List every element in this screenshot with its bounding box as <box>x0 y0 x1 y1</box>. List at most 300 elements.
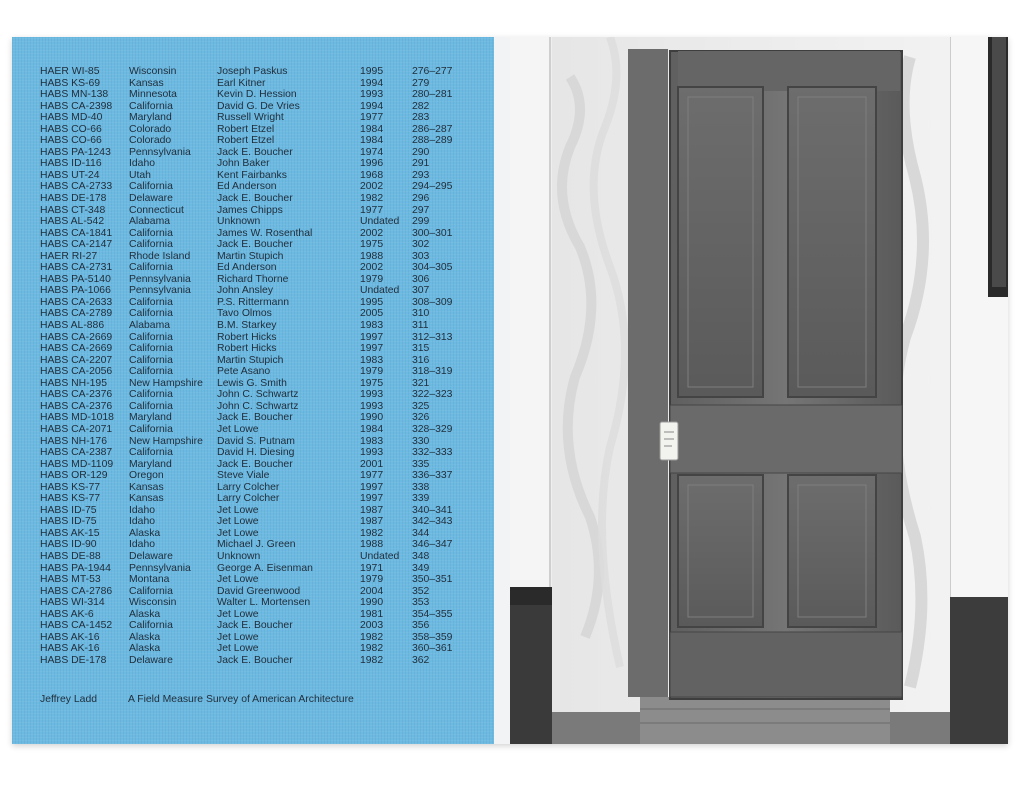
pages: 316 <box>412 354 430 366</box>
survey-id: HABS AK-16 <box>40 631 100 643</box>
survey-id: HABS CA-2733 <box>40 181 113 193</box>
photographer: David H. Diesing <box>217 447 295 459</box>
survey-row <box>40 401 472 413</box>
survey-row <box>40 563 472 575</box>
survey-row <box>40 389 472 401</box>
photographer: P.S. Rittermann <box>217 296 289 308</box>
state: Delaware <box>129 654 173 666</box>
step-board <box>640 697 890 744</box>
photographer: Walter L. Mortensen <box>217 597 311 609</box>
state: Alaska <box>129 608 161 620</box>
year: Undated <box>360 285 400 297</box>
year: 1997 <box>360 493 384 505</box>
year: Undated <box>360 550 400 562</box>
photographer: Jet Lowe <box>217 504 259 516</box>
photographer: Joseph Paskus <box>217 66 288 77</box>
year: 1997 <box>360 343 384 355</box>
pages: 307 <box>412 285 430 297</box>
photographer: Unknown <box>217 550 261 562</box>
year: 1975 <box>360 377 384 389</box>
state: California <box>129 308 173 320</box>
survey-id: HABS CA-2207 <box>40 354 113 366</box>
state: Kansas <box>129 493 164 505</box>
survey-id: HABS CA-2669 <box>40 343 113 355</box>
survey-id: HABS CO-66 <box>40 123 102 135</box>
survey-row <box>40 378 472 390</box>
survey-id: HABS CA-2669 <box>40 331 113 343</box>
state: California <box>129 227 173 239</box>
state: Alaska <box>129 631 161 643</box>
state: California <box>129 620 173 632</box>
pages: 354–355 <box>412 608 453 620</box>
door-panel-bottom-right <box>788 475 876 627</box>
survey-row <box>40 124 472 136</box>
state: California <box>129 100 173 112</box>
year: 1977 <box>360 204 384 216</box>
state: California <box>129 366 173 378</box>
survey-id: HABS CA-2071 <box>40 423 113 435</box>
photographer: Jack E. Boucher <box>217 193 293 205</box>
pages: 312–313 <box>412 331 453 343</box>
survey-row <box>40 493 472 505</box>
state: Connecticut <box>129 204 184 216</box>
survey-list <box>40 66 472 666</box>
year: 1971 <box>360 562 384 574</box>
pages: 276–277 <box>412 66 453 77</box>
year: 1990 <box>360 412 384 424</box>
state: Pennsylvania <box>129 285 191 297</box>
state: Wisconsin <box>129 597 177 609</box>
survey-row <box>40 332 472 344</box>
state: Idaho <box>129 504 156 516</box>
year: 1983 <box>360 354 384 366</box>
pages: 362 <box>412 654 430 666</box>
year: 1994 <box>360 100 384 112</box>
survey-row <box>40 551 472 563</box>
photographer: Jet Lowe <box>217 643 259 655</box>
pages: 350–351 <box>412 574 453 586</box>
state: Minnesota <box>129 89 177 101</box>
photographer: Jack E. Boucher <box>217 620 293 632</box>
year: 1997 <box>360 331 384 343</box>
photographer: David G. De Vries <box>217 100 300 112</box>
photographer: Tavo Olmos <box>217 308 272 320</box>
survey-row <box>40 285 472 297</box>
state: Utah <box>129 169 151 181</box>
year: 1995 <box>360 296 384 308</box>
state: Idaho <box>129 516 156 528</box>
survey-id: HABS AK-15 <box>40 527 100 539</box>
survey-id: HABS ID-75 <box>40 504 97 516</box>
pages: 294–295 <box>412 181 453 193</box>
survey-id: HABS AL-542 <box>40 216 105 228</box>
survey-row <box>40 412 472 424</box>
year: 1983 <box>360 320 384 332</box>
year: 1996 <box>360 158 384 170</box>
survey-row <box>40 528 472 540</box>
year: 1984 <box>360 135 384 147</box>
pages: 332–333 <box>412 447 453 459</box>
year: 1995 <box>360 66 384 77</box>
photographer: Martin Stupich <box>217 250 284 262</box>
state: California <box>129 239 173 251</box>
year: 2002 <box>360 262 384 274</box>
year: 1993 <box>360 89 384 101</box>
pages: 326 <box>412 412 430 424</box>
pages: 280–281 <box>412 89 453 101</box>
survey-id: HABS CT-348 <box>40 204 106 216</box>
survey-row <box>40 78 472 90</box>
state: Maryland <box>129 458 172 470</box>
survey-id: HABS CA-2147 <box>40 239 113 251</box>
pages: 338 <box>412 481 430 493</box>
survey-row <box>40 239 472 251</box>
year: 2001 <box>360 458 384 470</box>
pages: 283 <box>412 112 430 124</box>
pages: 310 <box>412 308 430 320</box>
year: 1977 <box>360 112 384 124</box>
year: 1990 <box>360 597 384 609</box>
survey-row <box>40 147 472 159</box>
pages: 340–341 <box>412 504 453 516</box>
photographer: Kevin D. Hession <box>217 89 297 101</box>
photographer: Unknown <box>217 216 261 228</box>
survey-id: HABS WI-314 <box>40 597 105 609</box>
survey-row <box>40 135 472 147</box>
state: California <box>129 389 173 401</box>
year: 1982 <box>360 643 384 655</box>
pages: 339 <box>412 493 430 505</box>
pages: 300–301 <box>412 227 453 239</box>
state: Wisconsin <box>129 66 177 77</box>
year: 1987 <box>360 516 384 528</box>
state: Colorado <box>129 135 172 147</box>
survey-row <box>40 609 472 621</box>
survey-id: HABS PA-1243 <box>40 146 111 158</box>
state: Alabama <box>129 216 171 228</box>
pages: 344 <box>412 527 430 539</box>
state: California <box>129 354 173 366</box>
pages: 330 <box>412 435 430 447</box>
pages: 342–343 <box>412 516 453 528</box>
survey-row <box>40 574 472 586</box>
pages: 321 <box>412 377 430 389</box>
survey-id: HABS PA-5140 <box>40 273 111 285</box>
survey-id: HABS PA-1066 <box>40 285 111 297</box>
survey-row <box>40 251 472 263</box>
year: 1984 <box>360 423 384 435</box>
photographer: John Baker <box>217 158 270 170</box>
year: 2002 <box>360 181 384 193</box>
photographer: Jet Lowe <box>217 527 259 539</box>
survey-id: HABS MD-40 <box>40 112 103 124</box>
survey-id: HABS KS-69 <box>40 77 101 89</box>
pages: 291 <box>412 158 430 170</box>
year: 1979 <box>360 273 384 285</box>
year: 1997 <box>360 481 384 493</box>
survey-row <box>40 193 472 205</box>
pages: 360–361 <box>412 643 453 655</box>
photographer: James W. Rosenthal <box>217 227 313 239</box>
pages: 288–289 <box>412 135 453 147</box>
state: Maryland <box>129 112 172 124</box>
survey-id: HABS ID-116 <box>40 158 102 170</box>
photographer: John Ansley <box>217 285 274 297</box>
survey-row <box>40 597 472 609</box>
photographer: Robert Hicks <box>217 343 277 355</box>
photographer: Russell Wright <box>217 112 284 124</box>
pages: 282 <box>412 100 430 112</box>
survey-row <box>40 205 472 217</box>
state: Pennsylvania <box>129 273 191 285</box>
survey-row <box>40 181 472 193</box>
photographer: Larry Colcher <box>217 481 280 493</box>
survey-id: HAER RI-27 <box>40 250 98 262</box>
state: California <box>129 331 173 343</box>
survey-row <box>40 216 472 228</box>
left-siding <box>510 37 550 587</box>
survey-id: HABS CA-1452 <box>40 620 113 632</box>
year: 1979 <box>360 574 384 586</box>
state: California <box>129 262 173 274</box>
survey-id: HABS ID-75 <box>40 516 97 528</box>
year: Undated <box>360 216 400 228</box>
survey-id: HABS MN-138 <box>40 89 109 101</box>
year: 1974 <box>360 146 384 158</box>
photographer: Steve Viale <box>217 470 270 482</box>
photographer: Jet Lowe <box>217 516 259 528</box>
survey-row <box>40 101 472 113</box>
year: 1977 <box>360 470 384 482</box>
paper-tag <box>660 422 678 460</box>
survey-id: HABS DE-178 <box>40 654 107 666</box>
year: 1983 <box>360 435 384 447</box>
survey-id: HABS CA-2731 <box>40 262 113 274</box>
door-panel-bottom-left <box>678 475 763 627</box>
photographer: Jack E. Boucher <box>217 458 293 470</box>
survey-row <box>40 459 472 471</box>
survey-id: HABS CA-2056 <box>40 366 113 378</box>
state: Colorado <box>129 123 172 135</box>
photographer: Jet Lowe <box>217 631 259 643</box>
photographer: James Chipps <box>217 204 283 216</box>
survey-row <box>40 170 472 182</box>
state: Kansas <box>129 481 164 493</box>
year: 1988 <box>360 539 384 551</box>
photographer: B.M. Starkey <box>217 320 277 332</box>
survey-row <box>40 470 472 482</box>
survey-row <box>40 447 472 459</box>
year: 1975 <box>360 239 384 251</box>
state: California <box>129 343 173 355</box>
survey-id: HABS AK-6 <box>40 608 94 620</box>
survey-id: HABS UT-24 <box>40 169 100 181</box>
survey-id: HABS CA-2789 <box>40 308 113 320</box>
survey-row <box>40 343 472 355</box>
photographer: John C. Schwartz <box>217 400 299 412</box>
survey-id: HABS DE-88 <box>40 550 101 562</box>
survey-row <box>40 320 472 332</box>
survey-row <box>40 516 472 528</box>
survey-id: HABS MD-1109 <box>40 458 114 470</box>
pages: 358–359 <box>412 631 453 643</box>
survey-id: HABS CA-2786 <box>40 585 113 597</box>
state: Oregon <box>129 470 164 482</box>
state: Pennsylvania <box>129 562 191 574</box>
pages: 322–323 <box>412 389 453 401</box>
pages: 297 <box>412 204 430 216</box>
survey-id: HABS AL-886 <box>40 320 105 332</box>
book-spine <box>494 37 510 744</box>
survey-id: HABS MT-53 <box>40 574 101 586</box>
pages: 318–319 <box>412 366 453 378</box>
photographer: Ed Anderson <box>217 181 277 193</box>
survey-row <box>40 228 472 240</box>
state: California <box>129 400 173 412</box>
year: 2005 <box>360 308 384 320</box>
photographer: John C. Schwartz <box>217 389 299 401</box>
year: 1993 <box>360 389 384 401</box>
year: 1968 <box>360 169 384 181</box>
year: 1993 <box>360 447 384 459</box>
pages: 279 <box>412 77 430 89</box>
state: New Hampshire <box>129 435 203 447</box>
photographer: David Greenwood <box>217 585 301 597</box>
survey-row <box>40 482 472 494</box>
pages: 311 <box>412 320 429 332</box>
photographer: David S. Putnam <box>217 435 295 447</box>
survey-id: HABS CA-2398 <box>40 100 113 112</box>
photographer: Jack E. Boucher <box>217 239 293 251</box>
survey-id: HABS ID-90 <box>40 539 97 551</box>
photographer: Jack E. Boucher <box>217 146 293 158</box>
pages: 286–287 <box>412 123 453 135</box>
photographer: Robert Hicks <box>217 331 277 343</box>
year: 1982 <box>360 527 384 539</box>
survey-id: HABS CA-1841 <box>40 227 113 239</box>
year: 1984 <box>360 123 384 135</box>
door-photograph <box>510 37 1008 744</box>
survey-id: HABS NH-176 <box>40 435 107 447</box>
door-photo-svg <box>510 37 1008 744</box>
photographer: Pete Asano <box>217 366 271 378</box>
year: 1994 <box>360 77 384 89</box>
photographer: Jack E. Boucher <box>217 412 293 424</box>
year: 1982 <box>360 193 384 205</box>
pages: 335 <box>412 458 430 470</box>
state: Delaware <box>129 550 173 562</box>
survey-row <box>40 355 472 367</box>
state: California <box>129 296 173 308</box>
pages: 296 <box>412 193 430 205</box>
photographer: Jack E. Boucher <box>217 654 293 666</box>
state: Pennsylvania <box>129 146 191 158</box>
pages: 290 <box>412 146 430 158</box>
survey-id: HABS PA-1944 <box>40 562 111 574</box>
survey-id: HABS AK-16 <box>40 643 100 655</box>
door-panel-top-right <box>788 87 876 397</box>
survey-id: HABS CA-2633 <box>40 296 113 308</box>
state: Delaware <box>129 193 173 205</box>
photographer: Kent Fairbanks <box>217 169 287 181</box>
pages: 356 <box>412 620 430 632</box>
photographer: Robert Etzel <box>217 135 275 147</box>
survey-row <box>40 643 472 655</box>
photographer: Ed Anderson <box>217 262 277 274</box>
survey-row <box>40 586 472 598</box>
state: Rhode Island <box>129 250 191 262</box>
state: New Hampshire <box>129 377 203 389</box>
year: 2002 <box>360 227 384 239</box>
pages: 325 <box>412 400 430 412</box>
pages: 328–329 <box>412 423 453 435</box>
state: Alabama <box>129 320 171 332</box>
survey-row <box>40 262 472 274</box>
pages: 293 <box>412 169 430 181</box>
photographer: Jet Lowe <box>217 574 259 586</box>
photographer: Martin Stupich <box>217 354 284 366</box>
survey-id: HABS KS-77 <box>40 481 101 493</box>
survey-id: HABS MD-1018 <box>40 412 114 424</box>
year: 1987 <box>360 504 384 516</box>
survey-id: HABS OR-129 <box>40 470 108 482</box>
book-cover <box>12 37 494 744</box>
survey-id: HABS CA-2387 <box>40 447 113 459</box>
photographer: Jet Lowe <box>217 423 259 435</box>
survey-id: HABS NH-195 <box>40 377 107 389</box>
survey-id: HABS CA-2376 <box>40 400 113 412</box>
state: California <box>129 447 173 459</box>
survey-row <box>40 424 472 436</box>
pages: 346–347 <box>412 539 453 551</box>
photographer: Robert Etzel <box>217 123 275 135</box>
state: Idaho <box>129 158 156 170</box>
survey-row <box>40 436 472 448</box>
pages: 336–337 <box>412 470 453 482</box>
state: Kansas <box>129 77 164 89</box>
pages: 304–305 <box>412 262 453 274</box>
photographer: Larry Colcher <box>217 493 280 505</box>
survey-row <box>40 112 472 124</box>
pages: 315 <box>412 343 430 355</box>
pages: 353 <box>412 597 430 609</box>
state: California <box>129 423 173 435</box>
state: Idaho <box>129 539 156 551</box>
pages: 299 <box>412 216 430 228</box>
ground-right <box>950 597 1008 744</box>
survey-row <box>40 274 472 286</box>
state: Maryland <box>129 412 172 424</box>
pages: 348 <box>412 550 430 562</box>
survey-row <box>40 66 472 78</box>
wooden-door <box>628 49 902 699</box>
state: California <box>129 585 173 597</box>
survey-id: HABS DE-178 <box>40 193 107 205</box>
year: 2004 <box>360 585 384 597</box>
state: Montana <box>129 574 170 586</box>
survey-row <box>40 505 472 517</box>
book-spread <box>12 37 1008 744</box>
survey-row <box>40 297 472 309</box>
pages: 302 <box>412 239 430 251</box>
year: 1979 <box>360 366 384 378</box>
state: Alaska <box>129 643 161 655</box>
survey-row <box>40 89 472 101</box>
year: 1993 <box>360 400 384 412</box>
ground-left <box>510 587 552 744</box>
survey-row <box>40 158 472 170</box>
pages: 349 <box>412 562 430 574</box>
